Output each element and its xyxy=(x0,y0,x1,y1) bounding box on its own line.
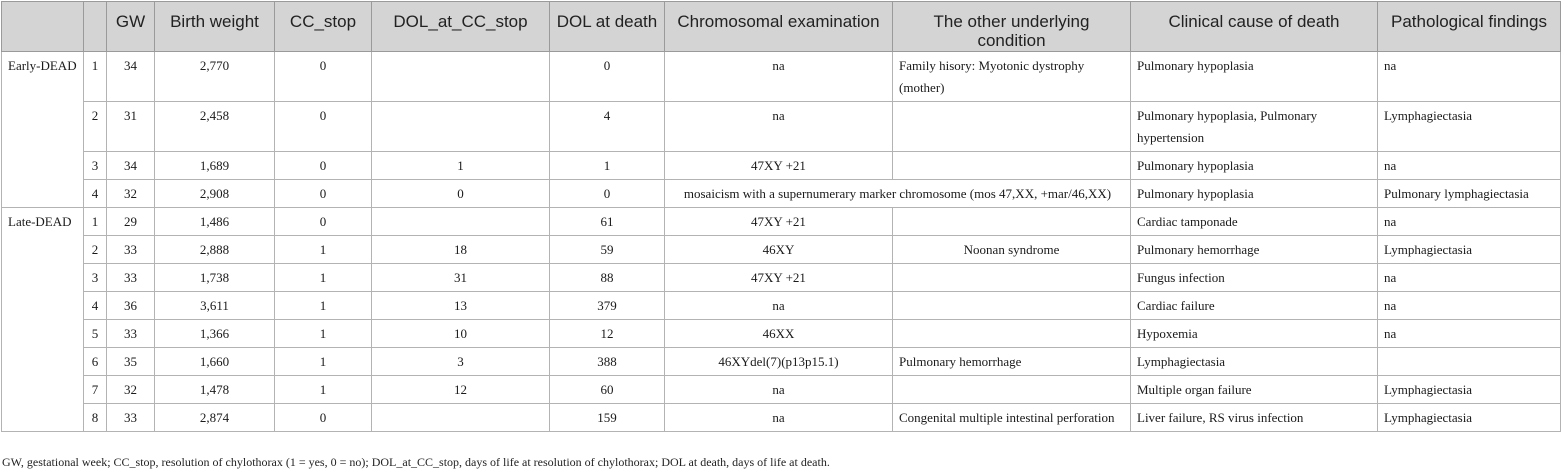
cell-clinical-cause: Fungus infection xyxy=(1131,264,1378,292)
cell-gw: 33 xyxy=(107,236,155,264)
cell-clinical-cause: Hypoxemia xyxy=(1131,320,1378,348)
table-row xyxy=(2,52,1561,102)
cell-other-condition xyxy=(893,102,1131,152)
row-index: 8 xyxy=(84,404,107,432)
table-row xyxy=(2,208,1561,236)
cell-gw: 32 xyxy=(107,180,155,208)
cell-dol-at-cc-stop: 13 xyxy=(372,292,550,320)
group-label-late-dead: Late-DEAD xyxy=(2,208,84,432)
cell-gw: 32 xyxy=(107,376,155,404)
cell-gw: 34 xyxy=(107,52,155,102)
cell-clinical-cause: Multiple organ failure xyxy=(1131,376,1378,404)
cell-birth-weight: 1,478 xyxy=(155,376,275,404)
cell-cc-stop: 0 xyxy=(275,208,372,236)
group-label-early-dead: Early-DEAD xyxy=(2,52,84,208)
cell-birth-weight: 3,611 xyxy=(155,292,275,320)
table-row xyxy=(2,348,1561,376)
cell-pathological xyxy=(1378,348,1561,376)
cell-chromosomal: 46XX xyxy=(665,320,893,348)
cell-dol-at-death: 1 xyxy=(550,152,665,180)
cell-birth-weight: 2,874 xyxy=(155,404,275,432)
cell-other-condition: Pulmonary hemorrhage xyxy=(893,348,1131,376)
cell-birth-weight: 2,888 xyxy=(155,236,275,264)
cell-pathological: na xyxy=(1378,152,1561,180)
cell-cc-stop: 1 xyxy=(275,236,372,264)
cell-cc-stop: 0 xyxy=(275,102,372,152)
cell-pathological: na xyxy=(1378,52,1561,102)
table-row xyxy=(2,102,1561,152)
cell-dol-at-death: 61 xyxy=(550,208,665,236)
cell-dol-at-death: 12 xyxy=(550,320,665,348)
cell-clinical-cause: Cardiac failure xyxy=(1131,292,1378,320)
cell-cc-stop: 0 xyxy=(275,152,372,180)
cell-chromosomal: 46XYdel(7)(p13p15.1) xyxy=(665,348,893,376)
cell-clinical-cause: Pulmonary hypoplasia xyxy=(1131,180,1378,208)
cell-chromosomal: 47XY +21 xyxy=(665,208,893,236)
cell-gw: 31 xyxy=(107,102,155,152)
cell-dol-at-cc-stop xyxy=(372,404,550,432)
cell-dol-at-cc-stop xyxy=(372,102,550,152)
header-cc-stop: CC_stop xyxy=(275,2,372,52)
table-row xyxy=(2,404,1561,432)
cell-dol-at-cc-stop: 0 xyxy=(372,180,550,208)
header-dol-at-cc-stop: DOL_at_CC_stop xyxy=(372,2,550,52)
cell-gw: 33 xyxy=(107,404,155,432)
cell-clinical-cause: Pulmonary hemorrhage xyxy=(1131,236,1378,264)
row-index: 2 xyxy=(84,102,107,152)
row-index: 1 xyxy=(84,52,107,102)
table-row xyxy=(2,292,1561,320)
cell-dol-at-death: 0 xyxy=(550,52,665,102)
cell-dol-at-death: 4 xyxy=(550,102,665,152)
header-group xyxy=(2,2,84,52)
table-row xyxy=(2,320,1561,348)
cell-dol-at-death: 60 xyxy=(550,376,665,404)
cell-dol-at-cc-stop: 31 xyxy=(372,264,550,292)
table-footnote: GW, gestational week; CC_stop, resolution of chylothorax (1 = yes, 0 = no); DOL_at_CC_stop, days of life at resolution of chylothorax; DOL at death, days of life at death. xyxy=(2,455,830,469)
cell-clinical-cause: Cardiac tamponade xyxy=(1131,208,1378,236)
cell-dol-at-death: 379 xyxy=(550,292,665,320)
header-index xyxy=(84,2,107,52)
cell-cc-stop: 1 xyxy=(275,348,372,376)
header-chromosomal-examination: Chromosomal examination xyxy=(665,2,893,52)
header-row xyxy=(2,2,1561,52)
data-table xyxy=(1,1,1561,432)
cell-pathological: na xyxy=(1378,320,1561,348)
cell-clinical-cause: Pulmonary hypoplasia xyxy=(1131,152,1378,180)
table-row xyxy=(2,180,1561,208)
cell-pathological: Lymphagiectasia xyxy=(1378,236,1561,264)
cell-birth-weight: 1,366 xyxy=(155,320,275,348)
header-pathological-findings: Pathological findings xyxy=(1378,2,1561,52)
cell-cc-stop: 1 xyxy=(275,292,372,320)
cell-dol-at-death: 88 xyxy=(550,264,665,292)
cell-chromosomal: na xyxy=(665,52,893,102)
table-row xyxy=(2,152,1561,180)
cell-birth-weight: 2,458 xyxy=(155,102,275,152)
cell-chromosomal: na xyxy=(665,376,893,404)
cell-dol-at-death: 59 xyxy=(550,236,665,264)
cell-other-condition xyxy=(893,376,1131,404)
cell-other-condition xyxy=(893,320,1131,348)
cell-dol-at-death: 0 xyxy=(550,180,665,208)
cell-dol-at-death: 388 xyxy=(550,348,665,376)
cell-dol-at-cc-stop xyxy=(372,52,550,102)
cell-gw: 36 xyxy=(107,292,155,320)
cell-dol-at-cc-stop: 18 xyxy=(372,236,550,264)
cell-cc-stop: 1 xyxy=(275,264,372,292)
table-row xyxy=(2,376,1561,404)
cell-gw: 35 xyxy=(107,348,155,376)
cell-gw: 33 xyxy=(107,320,155,348)
cell-dol-at-cc-stop: 10 xyxy=(372,320,550,348)
cell-chromosomal: 47XY +21 xyxy=(665,152,893,180)
cell-cc-stop: 0 xyxy=(275,404,372,432)
cell-pathological: Pulmonary lymphagiectasia xyxy=(1378,180,1561,208)
cell-other-condition: Family hisory: Myotonic dystrophy (mother) xyxy=(893,52,1131,102)
cell-gw: 29 xyxy=(107,208,155,236)
cell-other-condition: Congenital multiple intestinal perforation xyxy=(893,404,1131,432)
cell-pathological: Lymphagiectasia xyxy=(1378,404,1561,432)
cell-chromosomal: na xyxy=(665,292,893,320)
cell-birth-weight: 1,486 xyxy=(155,208,275,236)
header-birth-weight: Birth weight xyxy=(155,2,275,52)
cell-other-condition xyxy=(893,152,1131,180)
cell-dol-at-cc-stop: 12 xyxy=(372,376,550,404)
cell-chromosomal: 46XY xyxy=(665,236,893,264)
cell-other-condition xyxy=(893,208,1131,236)
cell-birth-weight: 1,660 xyxy=(155,348,275,376)
cell-chromosomal: na xyxy=(665,404,893,432)
cell-clinical-cause: Liver failure, RS virus infection xyxy=(1131,404,1378,432)
row-index: 2 xyxy=(84,236,107,264)
cell-clinical-cause: Pulmonary hypoplasia, Pulmonary hypertension xyxy=(1131,102,1378,152)
cell-pathological: na xyxy=(1378,208,1561,236)
header-clinical-cause-of-death: Clinical cause of death xyxy=(1131,2,1378,52)
row-index: 5 xyxy=(84,320,107,348)
table-row xyxy=(2,264,1561,292)
cell-birth-weight: 2,770 xyxy=(155,52,275,102)
cell-cc-stop: 0 xyxy=(275,180,372,208)
cell-other-condition xyxy=(893,292,1131,320)
cell-other-condition: Noonan syndrome xyxy=(893,236,1131,264)
cell-gw: 34 xyxy=(107,152,155,180)
row-index: 1 xyxy=(84,208,107,236)
row-index: 4 xyxy=(84,180,107,208)
header-gw: GW xyxy=(107,2,155,52)
cell-birth-weight: 1,738 xyxy=(155,264,275,292)
cell-other-condition xyxy=(893,264,1131,292)
cell-cc-stop: 0 xyxy=(275,52,372,102)
row-index: 3 xyxy=(84,264,107,292)
cell-cc-stop: 1 xyxy=(275,376,372,404)
row-index: 7 xyxy=(84,376,107,404)
cell-dol-at-cc-stop: 1 xyxy=(372,152,550,180)
cell-pathological: Lymphagiectasia xyxy=(1378,376,1561,404)
header-dol-at-death: DOL at death xyxy=(550,2,665,52)
cell-pathological: Lymphagiectasia xyxy=(1378,102,1561,152)
cell-birth-weight: 2,908 xyxy=(155,180,275,208)
cell-chromosomal: mosaicism with a supernumerary marker chromosome (mos 47,XX, +mar/46,XX) xyxy=(665,180,1131,208)
table-row xyxy=(2,236,1561,264)
cell-pathological: na xyxy=(1378,264,1561,292)
cell-clinical-cause: Lymphagiectasia xyxy=(1131,348,1378,376)
row-index: 6 xyxy=(84,348,107,376)
cell-dol-at-death: 159 xyxy=(550,404,665,432)
row-index: 3 xyxy=(84,152,107,180)
cell-chromosomal: 47XY +21 xyxy=(665,264,893,292)
cell-chromosomal: na xyxy=(665,102,893,152)
row-index: 4 xyxy=(84,292,107,320)
header-other-underlying-condition: The other underlying condition xyxy=(893,2,1131,52)
cell-dol-at-cc-stop xyxy=(372,208,550,236)
cell-gw: 33 xyxy=(107,264,155,292)
cell-clinical-cause: Pulmonary hypoplasia xyxy=(1131,52,1378,102)
cell-cc-stop: 1 xyxy=(275,320,372,348)
cell-pathological: na xyxy=(1378,292,1561,320)
cell-birth-weight: 1,689 xyxy=(155,152,275,180)
cell-dol-at-cc-stop: 3 xyxy=(372,348,550,376)
